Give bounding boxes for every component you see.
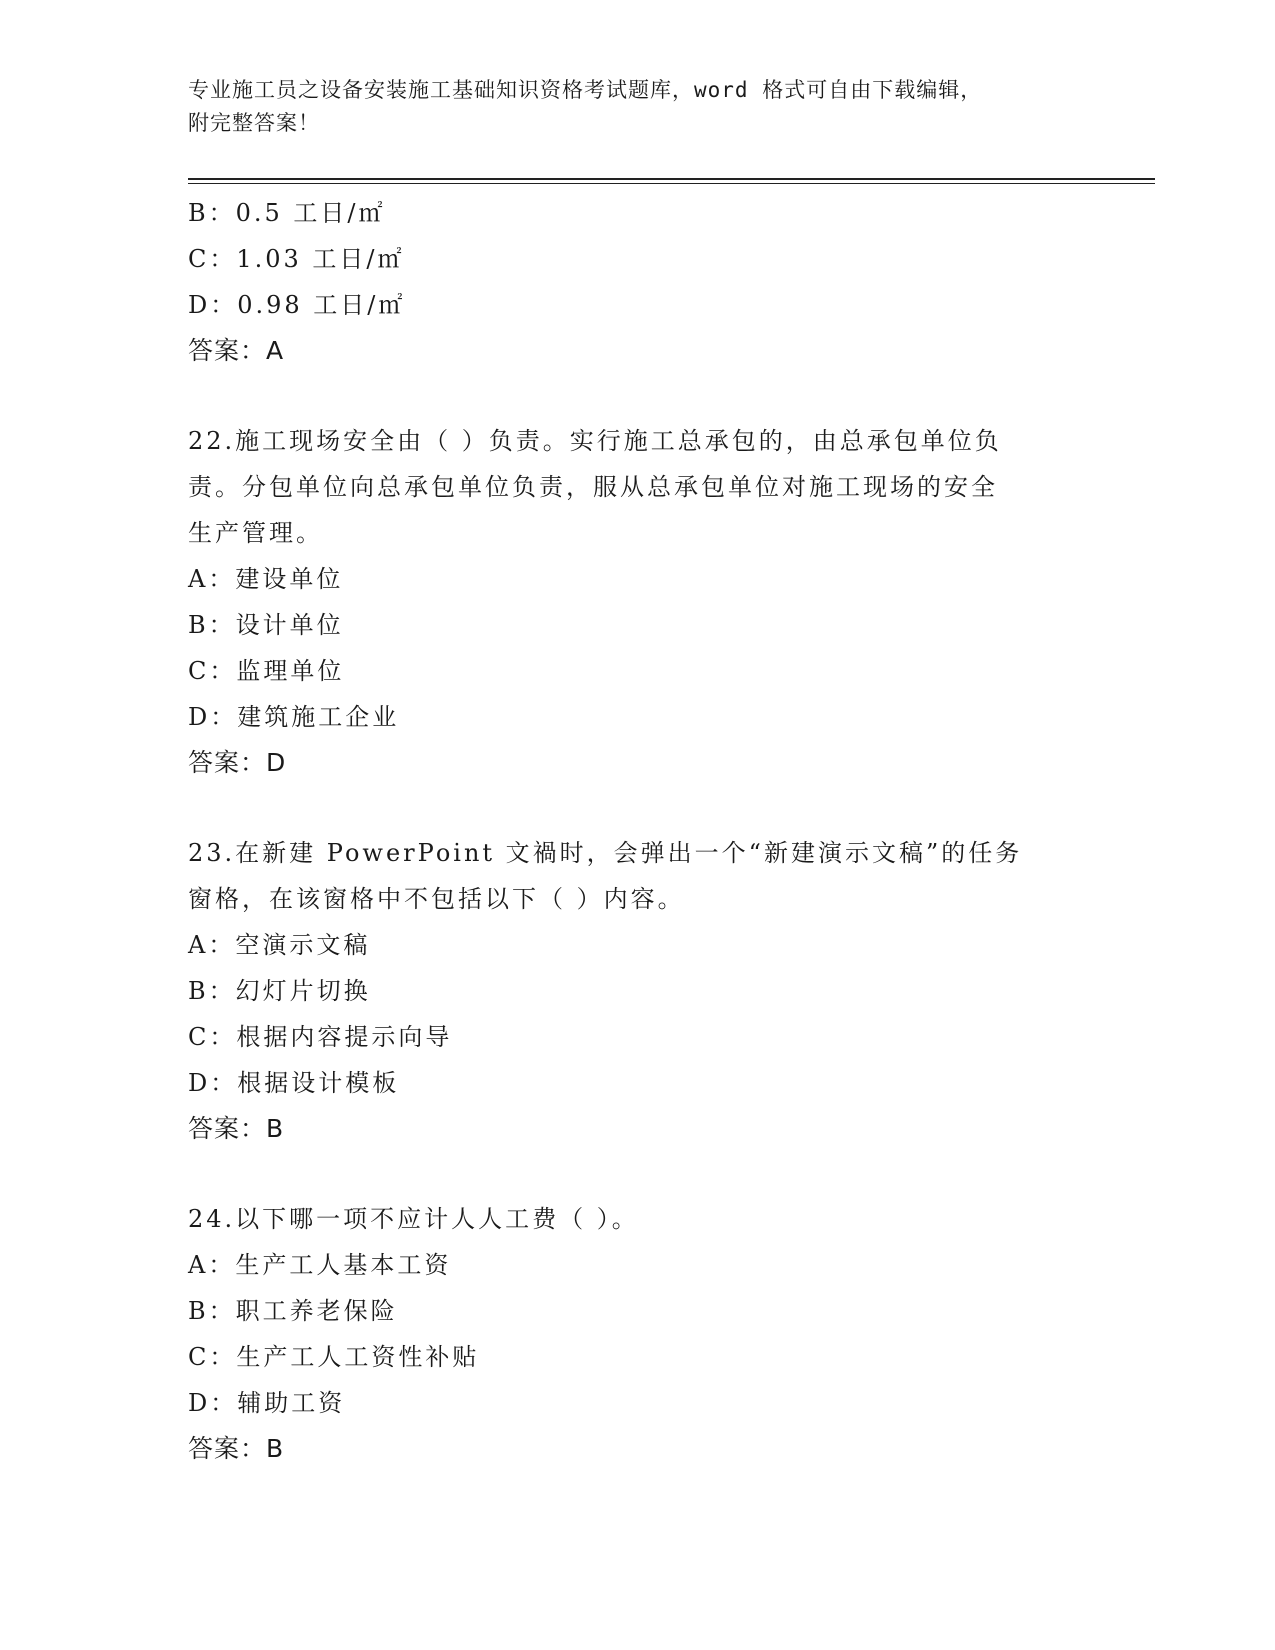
header-divider-thick [188,178,1155,180]
question-stem-line: 23.在新建 PowerPoint 文禍时，会弹出一个“新建演示文稿”的任务 [188,839,1023,867]
option-a: A：空演示文稿 [188,931,371,959]
header-divider-thin [188,183,1155,184]
answer: 答案：B [188,1434,285,1463]
question-stem-line: 责。分包单位向总承包单位负责，服从总承包单位对施工现场的安全 [188,473,998,501]
question-24 [188,1196,1068,1472]
option-b: B：设计单位 [188,611,344,639]
answer: 答案：D [188,748,287,777]
option-c: C：监理单位 [188,657,345,685]
option-c: C：生产工人工资性补贴 [188,1343,480,1371]
header-line-2: 附完整答案！ [188,111,320,135]
question-stem-line: 22.施工现场安全由（ ）负责。实行施工总承包的，由总承包单位负 [188,427,1002,455]
option-d: D：辅助工资 [188,1389,346,1417]
option-d: D：0.98 工日/㎡ [188,291,406,319]
option-c: C：1.03 工日/㎡ [188,245,405,273]
option-c: C：根据内容提示向导 [188,1023,453,1051]
answer: 答案：B [188,1114,285,1143]
option-d: D：建筑施工企业 [188,703,400,731]
option-b: B：幻灯片切换 [188,977,371,1005]
question-stem-line: 24.以下哪一项不应计人人工费（ ）。 [188,1205,639,1233]
question-21-continued [188,190,1068,374]
option-d: D：根据设计模板 [188,1069,400,1097]
question-stem-line: 生产管理。 [188,519,323,547]
option-a: A：建设单位 [188,565,344,593]
question-stem-line: 窗格，在该窗格中不包括以下（ ）内容。 [188,885,685,913]
answer: 答案：A [188,336,285,365]
option-b: B：职工养老保险 [188,1297,398,1325]
option-b: B：0.5 工日/㎡ [188,199,386,227]
header-line-1: 专业施工员之设备安装施工基础知识资格考试题库，word 格式可自由下载编辑， [188,78,983,102]
question-list [188,190,1068,1472]
question-23 [188,830,1068,1152]
option-a: A：生产工人基本工资 [188,1251,452,1279]
page-header [188,74,1068,140]
question-22 [188,418,1068,786]
